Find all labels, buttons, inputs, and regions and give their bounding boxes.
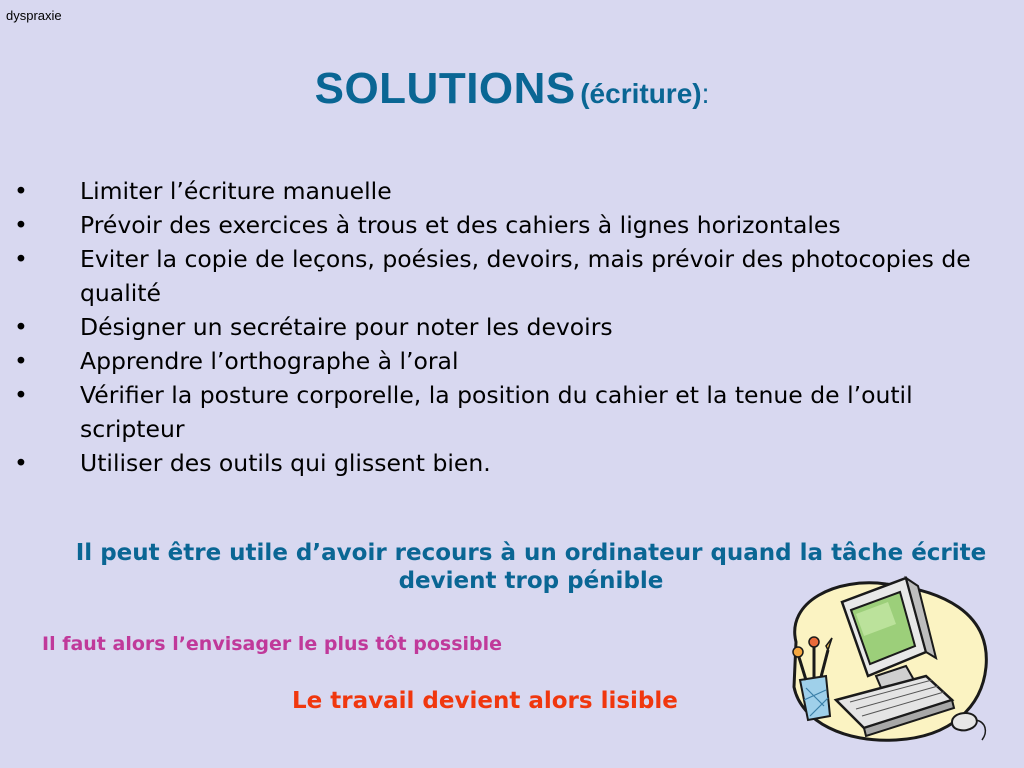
- bullet-icon: •: [14, 245, 28, 273]
- computer-icon: [776, 572, 1000, 752]
- early-note: Il faut alors l’envisager le plus tôt possible: [42, 633, 503, 655]
- list-item-text: Désigner un secrétaire pour noter les devoirs: [80, 313, 613, 341]
- bullet-icon: •: [14, 313, 28, 341]
- computer-note: Il peut être utile d’avoir recours à un ordinateur quand la tâche écrite devient trop pénible: [75, 540, 987, 594]
- list-item-text: Limiter l’écriture manuelle: [80, 177, 392, 205]
- bullet-icon: •: [14, 381, 28, 409]
- bullet-icon: •: [14, 449, 28, 477]
- list-item: [14, 378, 1014, 446]
- title-main: SOLUTIONS: [314, 64, 576, 113]
- list-item-text: Vérifier la posture corporelle, la position du cahier et la tenue de l’outil scripteur: [80, 381, 913, 443]
- list-item-text: Utiliser des outils qui glissent bien.: [80, 449, 491, 477]
- list-item-text: Apprendre l’orthographe à l’oral: [80, 347, 459, 375]
- list-item: [14, 310, 1014, 344]
- corner-label: dyspraxie: [6, 8, 62, 23]
- list-item-text: Eviter la copie de leçons, poésies, devoirs, mais prévoir des photocopies de qualité: [80, 245, 971, 307]
- list-item: [14, 242, 1014, 310]
- bullet-list: [14, 174, 1014, 480]
- list-item: [14, 344, 1014, 378]
- bullet-icon: •: [14, 177, 28, 205]
- title-sub: (écriture): [580, 78, 702, 109]
- bullet-icon: •: [14, 347, 28, 375]
- list-item: [14, 208, 1014, 242]
- page-title: [0, 64, 1024, 114]
- list-item-text: Prévoir des exercices à trous et des cahiers à lignes horizontales: [80, 211, 841, 239]
- list-item: [14, 446, 1014, 480]
- title-colon: :: [701, 78, 710, 109]
- result-note: Le travail devient alors lisible: [292, 688, 678, 714]
- list-item: [14, 174, 1014, 208]
- bullet-icon: •: [14, 211, 28, 239]
